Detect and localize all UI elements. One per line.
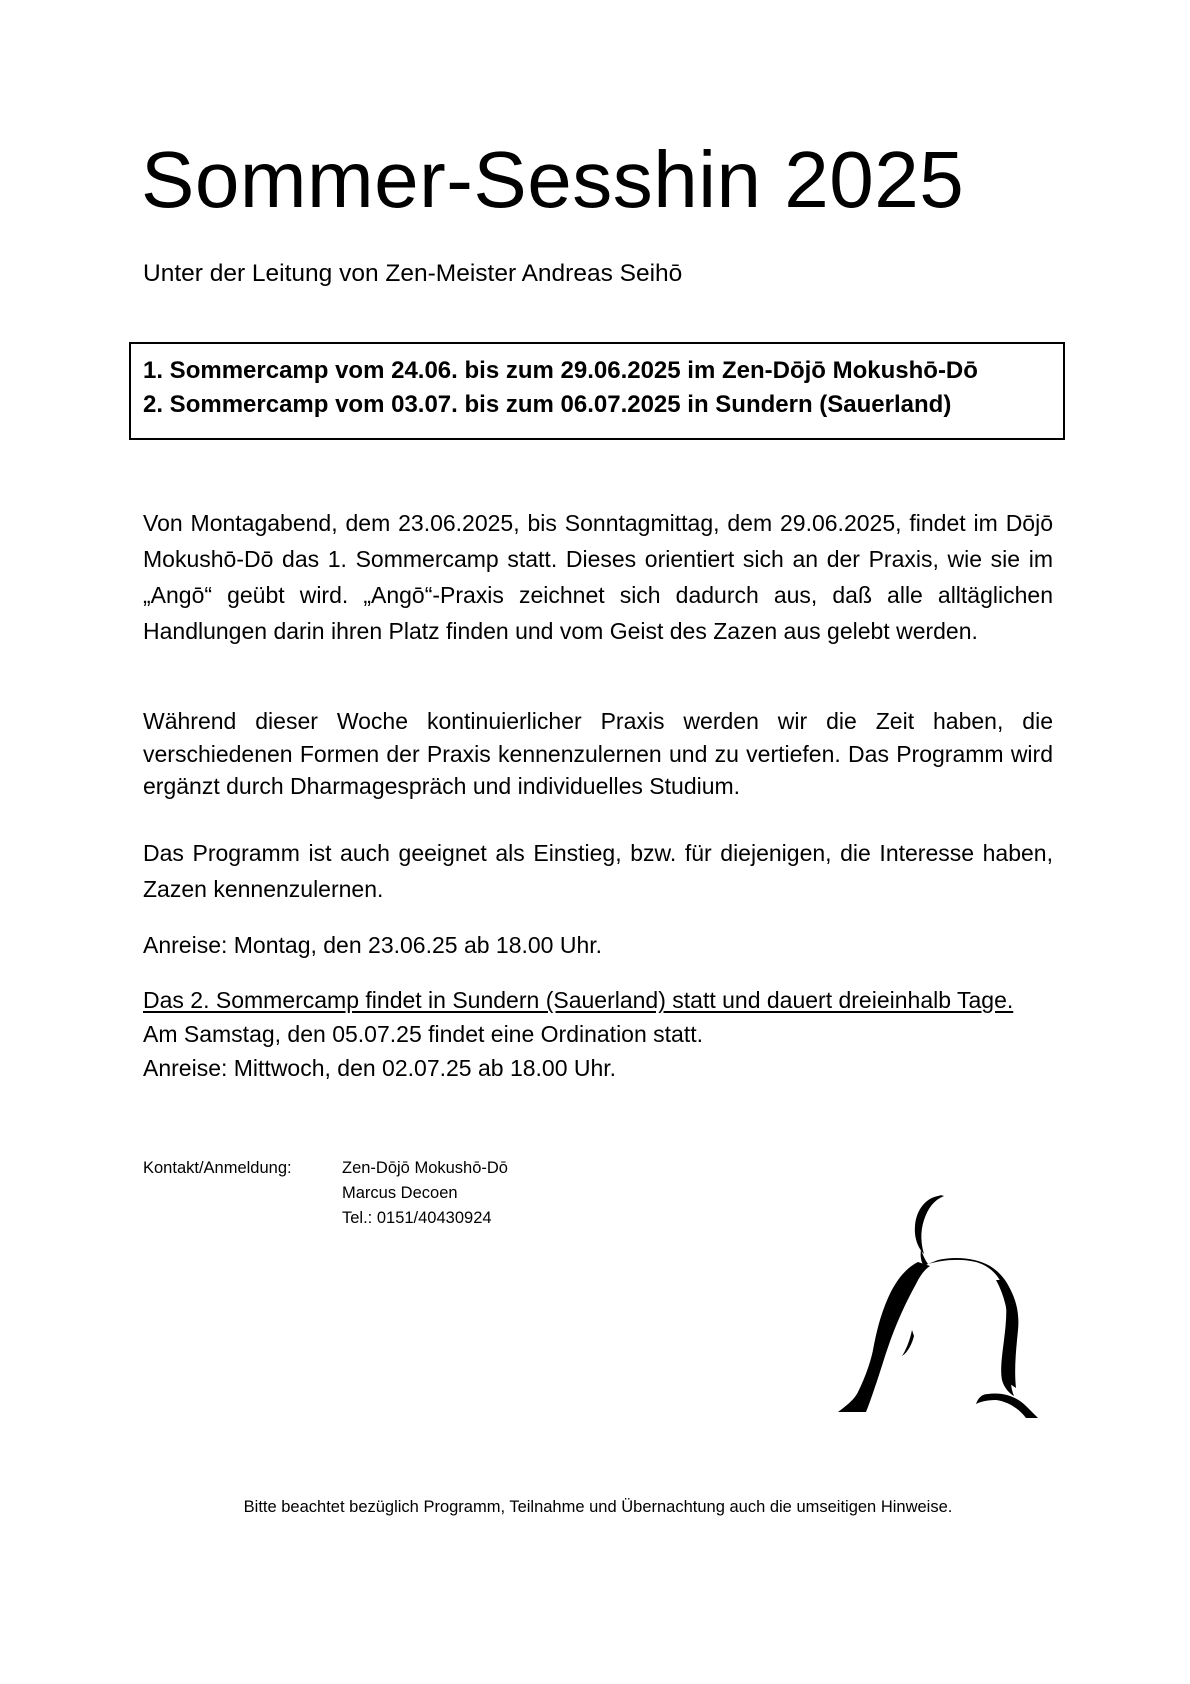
contact-label: Kontakt/Anmeldung:	[143, 1159, 292, 1177]
contact-person: Marcus Decoen	[342, 1184, 458, 1202]
practice-paragraph: Während dieser Woche kontinuierlicher Praxis werden wir die Zeit haben, die verschiedenen Formen der Praxis kennenzulernen und zu vertiefen. Das Programm wird ergänzt durch Dharmagespräch und individuelles Studium.	[143, 708, 1053, 799]
camp-2-ordination: Am Samstag, den 05.07.25 findet eine Ordination statt.	[143, 1021, 704, 1047]
intro-paragraph: Von Montagabend, dem 23.06.2025, bis Sonntagmittag, dem 29.06.2025, findet im Dōjō Mokushō-Dō das 1. Sommercamp statt. Dieses orientiert sich an der Praxis, wie sie im „Angō“ geübt wird. „Angō“-Praxis zeichnet sich dadurch aus, daß alle alltäglichen Handlungen darin ihren Platz finden und vom Geist des Zazen aus gelebt werden.	[143, 510, 1053, 644]
dates-line-camp-2: 2. Sommercamp vom 03.07. bis zum 06.07.2025 in Sundern (Sauerland)	[143, 391, 952, 418]
arrival-camp-1: Anreise: Montag, den 23.06.25 ab 18.00 Uhr.	[143, 932, 603, 958]
camp-2-section	[143, 983, 1053, 1085]
page-subtitle: Unter der Leitung von Zen-Meister Andreas Seihō	[143, 260, 683, 287]
seated-zen-monk-silhouette-icon	[820, 1180, 1060, 1420]
page-title: Sommer-Sesshin 2025	[141, 135, 965, 224]
footer-note: Bitte beachtet bezüglich Programm, Teilnahme und Übernachtung auch die umseitigen Hinweise.	[243, 1498, 953, 1516]
contact-details	[342, 1156, 508, 1231]
beginner-paragraph: Das Programm ist auch geeignet als Einstieg, bzw. für diejenigen, die Interesse haben, Zazen kennenzulernen.	[143, 840, 1053, 902]
contact-phone: Tel.: 0151/40430924	[342, 1209, 492, 1227]
contact-organization: Zen-Dōjō Mokushō-Dō	[342, 1159, 508, 1177]
arrival-camp-2: Anreise: Mittwoch, den 02.07.25 ab 18.00 Uhr.	[143, 1055, 617, 1081]
dates-line-camp-1: 1. Sommercamp vom 24.06. bis zum 29.06.2025 im Zen-Dōjō Mokushō-Dō	[143, 357, 978, 384]
dates-box	[129, 342, 1065, 440]
camp-2-heading: Das 2. Sommercamp findet in Sundern (Sauerland) statt und dauert dreieinhalb Tage.	[143, 987, 1014, 1013]
